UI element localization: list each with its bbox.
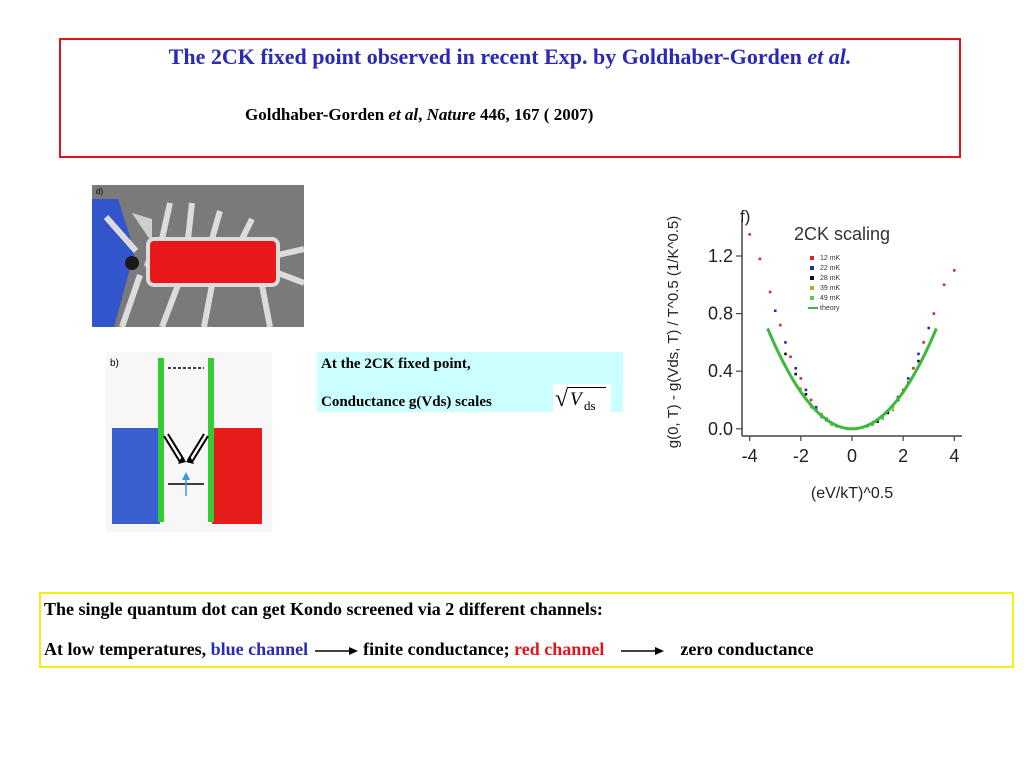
data-point [805, 393, 808, 396]
data-point [943, 284, 946, 287]
ref-author: Goldhaber-Gorden [245, 105, 385, 124]
quantum-dot [125, 256, 139, 270]
theory-curve [768, 328, 937, 428]
summary-box [39, 592, 1014, 668]
data-point [892, 409, 895, 412]
sqrt-sub: ds [584, 398, 596, 413]
data-point [805, 389, 808, 392]
legend-entry: 28 mK [820, 275, 841, 282]
data-point [784, 353, 787, 356]
x-tick-label: 2 [898, 446, 909, 466]
data-point [794, 373, 797, 376]
summary-prefix: At low temperatures, [44, 639, 207, 659]
slide-title-etal: et al. [807, 44, 852, 69]
legend-entry: 22 mK [820, 265, 841, 272]
data-point [927, 327, 930, 330]
data-point [810, 399, 813, 402]
data-point [784, 341, 787, 344]
legend-marker [810, 276, 814, 280]
y-tick-label: 1.2 [707, 246, 733, 266]
title-box [59, 38, 961, 158]
conductance-line-1: At the 2CK fixed point, [321, 356, 471, 372]
ref-rest: 446, 167 ( 2007) [480, 105, 594, 124]
red-reservoir [212, 428, 262, 524]
x-tick-label: 0 [846, 446, 858, 466]
figure-d-label: d) [96, 187, 104, 196]
ref-sep: , [418, 105, 423, 124]
panel-label-f: f) [740, 207, 751, 226]
legend-marker [810, 296, 814, 300]
x-axis-label: (eV/kT)^0.5 [810, 485, 894, 502]
left-barrier [158, 358, 164, 522]
ref-etal: et al [388, 105, 419, 124]
blue-reservoir [112, 428, 160, 524]
conductance-note [317, 352, 623, 412]
data-point [953, 269, 956, 272]
data-point [907, 377, 910, 380]
ref-journal: Nature [426, 105, 476, 124]
plot-title: 2CK scaling [794, 224, 891, 244]
sqrt-bar [568, 387, 606, 388]
red-island [148, 239, 278, 285]
legend-entry: 12 mK [820, 255, 841, 262]
sqrt-symbol: √ [555, 386, 569, 412]
data-point [933, 312, 936, 315]
y-tick-label: 0.0 [707, 418, 733, 439]
y-tick-label: 0.8 [707, 303, 733, 324]
x-tick-label: 4 [949, 446, 960, 466]
reference-citation [245, 105, 593, 125]
data-point [912, 367, 915, 370]
arrow-icon [619, 645, 665, 657]
data-point [769, 291, 772, 294]
zero-conductance-label: zero conductance [680, 639, 814, 659]
legend-marker [810, 256, 814, 260]
legend-entry-theory: theory [820, 305, 840, 312]
data-point [748, 233, 751, 236]
scaling-plot [638, 200, 978, 520]
figure-b-label: b) [110, 358, 119, 369]
data-point [779, 324, 782, 327]
data-point [800, 377, 803, 380]
legend-marker [810, 286, 814, 290]
conductance-line-2: Conductance g(Vds) scales [321, 394, 492, 410]
data-point [917, 353, 920, 356]
summary-line-1: The single quantum dot can get Kondo screened via 2 different channels: [44, 599, 603, 619]
data-point [759, 258, 762, 261]
data-point [774, 309, 777, 312]
y-axis-label: g(0, T) - g(Vds, T) / T^0.5 (1/K^0.5) [665, 215, 682, 449]
slide-title [61, 44, 959, 70]
finite-conductance-label: finite conductance; [363, 639, 510, 659]
legend-entry: 39 mK [820, 285, 841, 292]
data-point [922, 341, 925, 344]
legend-entry: 49 mK [820, 295, 841, 302]
legend-marker [810, 266, 814, 270]
arrow-icon [313, 645, 359, 657]
x-tick-label: -2 [792, 446, 809, 466]
blue-channel-label: blue channel [210, 639, 309, 659]
x-tick-label: -4 [741, 446, 758, 466]
data-point [789, 356, 792, 359]
right-barrier [208, 358, 214, 522]
sqrt-var: V [570, 389, 582, 410]
channel-schematic [106, 352, 272, 532]
slide-title-main: The 2CK fixed point observed in recent Exp. by Goldhaber-Gorden [168, 44, 802, 69]
summary-line-2 [44, 639, 813, 660]
sqrt-vds-formula [553, 384, 611, 414]
data-point [794, 367, 797, 370]
y-tick-label: 0.4 [707, 361, 733, 382]
red-channel-label: red channel [514, 639, 605, 659]
device-micrograph [92, 185, 304, 327]
